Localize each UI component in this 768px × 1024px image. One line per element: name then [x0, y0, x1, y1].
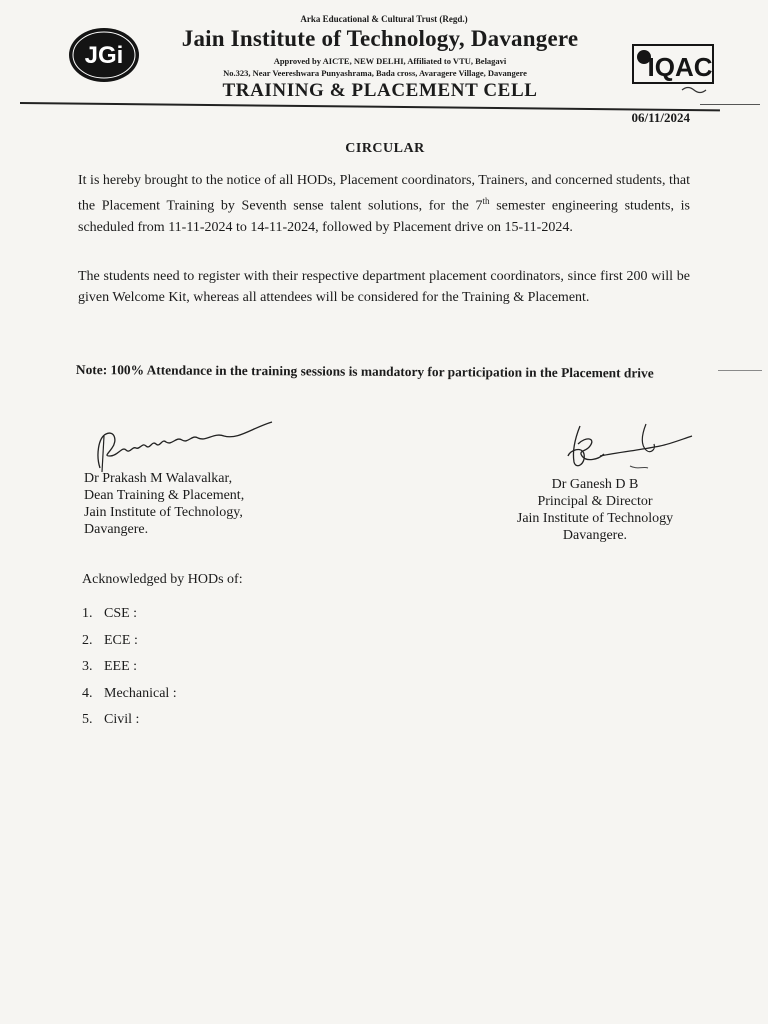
acknowledgement-title: Acknowledged by HODs of:: [82, 572, 243, 587]
list-item-number: 2.: [82, 632, 93, 648]
cell-title: TRAINING & PLACEMENT CELL: [222, 80, 538, 101]
principal-title: Principal & Director: [537, 494, 653, 509]
body-paragraph-1: [78, 170, 690, 238]
p1-superscript: th: [482, 196, 490, 206]
principal-signature: [560, 416, 700, 480]
approval-line: Approved by AICTE, NEW DELHI, Affiliated to VTU, Belagavi: [273, 56, 507, 66]
list-item-label: ECE :: [104, 632, 138, 648]
list-item-number: 3.: [82, 659, 93, 674]
dean-city: Davangere.: [84, 522, 149, 537]
acknowledgement-list: [82, 606, 177, 739]
body-paragraph-2: The students need to register with their respective department placement coordinators, since first 200 will be given Welcome Kit, whereas all attendees will be considered for the Training & Placement.: [78, 269, 690, 305]
list-item-label: CSE :: [104, 606, 138, 621]
dean-name: Dr Prakash M Walavalkar,: [84, 471, 233, 486]
principal-city: Davangere.: [562, 528, 628, 543]
trust-name: Arka Educational & Cultural Trust (Regd.): [300, 14, 468, 24]
list-item-label: EEE :: [104, 659, 138, 674]
dean-signatory-block: [84, 470, 314, 538]
iqac-logo: [632, 44, 714, 96]
header-divider-tail: [700, 104, 760, 105]
jgi-logo-text: JGi: [84, 42, 124, 69]
list-item: [82, 606, 177, 633]
p1-text-b: semester engineering students, is scheduled from 11-11-2024 to 14-11-2024, followed by Placement drive on 15-11-2024.: [78, 198, 690, 235]
institute-name: Jain Institute of Technology, Davangere: [181, 26, 579, 51]
address-line: No.323, Near Veereshwara Punyashrama, Bada cross, Avaragere Village, Davangere: [223, 68, 527, 78]
circular-date: 06/11/2024: [631, 110, 690, 125]
dean-signature: [92, 416, 282, 478]
attendance-note: Note: 100% Attendance in the training sessions is mandatory for participation in the Placement drive: [75, 362, 654, 381]
jgi-logo: [68, 26, 142, 84]
list-item: [82, 686, 177, 713]
principal-institute: Jain Institute of Technology: [516, 511, 674, 526]
list-item-number: 4.: [82, 685, 93, 701]
dean-institute: Jain Institute of Technology,: [84, 505, 243, 520]
principal-signatory-block: [490, 476, 700, 544]
circular-heading: CIRCULAR: [345, 141, 425, 156]
list-item-number: 1.: [82, 606, 93, 621]
principal-name: Dr Ganesh D B: [551, 477, 639, 492]
list-item: [82, 659, 177, 686]
margin-mark: [718, 370, 762, 371]
list-item-label: Civil :: [104, 712, 140, 727]
dean-title: Dean Training & Placement,: [84, 488, 245, 503]
iqac-logo-text: IQAC: [647, 52, 713, 82]
list-item-label: Mechanical :: [104, 685, 177, 701]
p1-text-a: It is hereby brought to the notice of all HODs, Placement coordinators, Trainers, and concerned students, that the Placement Training by Seventh sense talent solutions, for the 7: [78, 173, 690, 214]
list-item: [82, 712, 177, 739]
list-item: [82, 633, 177, 660]
list-item-number: 5.: [82, 712, 93, 727]
